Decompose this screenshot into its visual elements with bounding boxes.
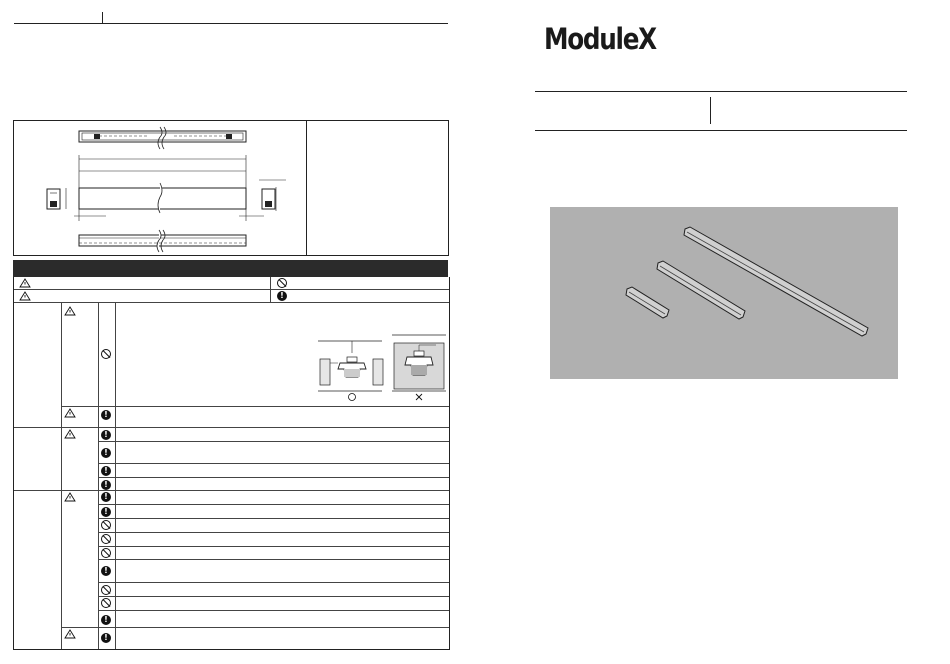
table-row-divider (98, 441, 449, 442)
warning-triangle-icon (64, 306, 76, 316)
table-row-divider (61, 406, 449, 407)
table-row-divider (98, 582, 449, 583)
table-row-divider (98, 518, 449, 519)
brand-logo: ModuleX (544, 22, 656, 56)
mandatory-icon: ! (101, 480, 111, 490)
spec-box-divider (306, 121, 307, 255)
fixture-dimension-drawing (14, 121, 306, 255)
linear-fixtures-illustration (550, 207, 898, 379)
mandatory-icon: ! (101, 466, 111, 476)
header-rule (14, 23, 448, 24)
legend-warning-icon-1 (19, 278, 31, 288)
table-row-divider (98, 504, 449, 505)
table-row-divider (61, 627, 449, 628)
spec-diagram-box (13, 120, 449, 256)
safety-header-bar (13, 260, 448, 277)
mandatory-icon: ! (101, 633, 111, 643)
mandatory-icon: ! (101, 410, 111, 420)
title-rule-bottom (535, 130, 907, 131)
prohibited-icon (101, 585, 111, 595)
table-row-divider (98, 532, 449, 533)
table-row-divider (14, 289, 449, 290)
legend-prohibited-icon (277, 278, 287, 288)
installation-clearance-illustration (318, 333, 446, 403)
warning-triangle-icon (64, 429, 76, 439)
mandatory-icon: ! (101, 448, 111, 458)
mandatory-icon: ! (101, 430, 111, 440)
warning-triangle-icon (64, 492, 76, 502)
table-section-divider (14, 427, 449, 428)
warning-triangle-icon (64, 629, 76, 639)
header-tick (102, 12, 103, 23)
mandatory-icon: ! (101, 566, 111, 576)
mandatory-icon: ! (101, 492, 111, 502)
warning-triangle-icon (64, 408, 76, 418)
mandatory-icon: ! (101, 507, 111, 517)
legend-warning-icon-2 (19, 291, 31, 301)
prohibited-icon (101, 349, 111, 359)
prohibited-icon (101, 534, 111, 544)
table-row-divider (98, 559, 449, 560)
table-row-divider (98, 546, 449, 547)
table-row-divider (98, 596, 449, 597)
product-photo (550, 207, 898, 379)
table-section-divider (14, 490, 449, 491)
legend-mandatory-icon: ! (277, 291, 287, 301)
safety-table (13, 277, 450, 650)
legend-column-divider (270, 277, 271, 302)
category-column-divider (61, 302, 62, 649)
table-row-divider (14, 302, 449, 303)
prohibited-icon (101, 520, 111, 530)
mandatory-icon: ! (101, 615, 111, 625)
title-rule-top (535, 91, 907, 92)
prohibited-icon (101, 598, 111, 608)
prohibited-icon (101, 548, 111, 558)
title-rule-divider (710, 97, 711, 124)
table-row-divider (98, 463, 449, 464)
table-row-divider (98, 610, 449, 611)
table-row-divider (98, 477, 449, 478)
